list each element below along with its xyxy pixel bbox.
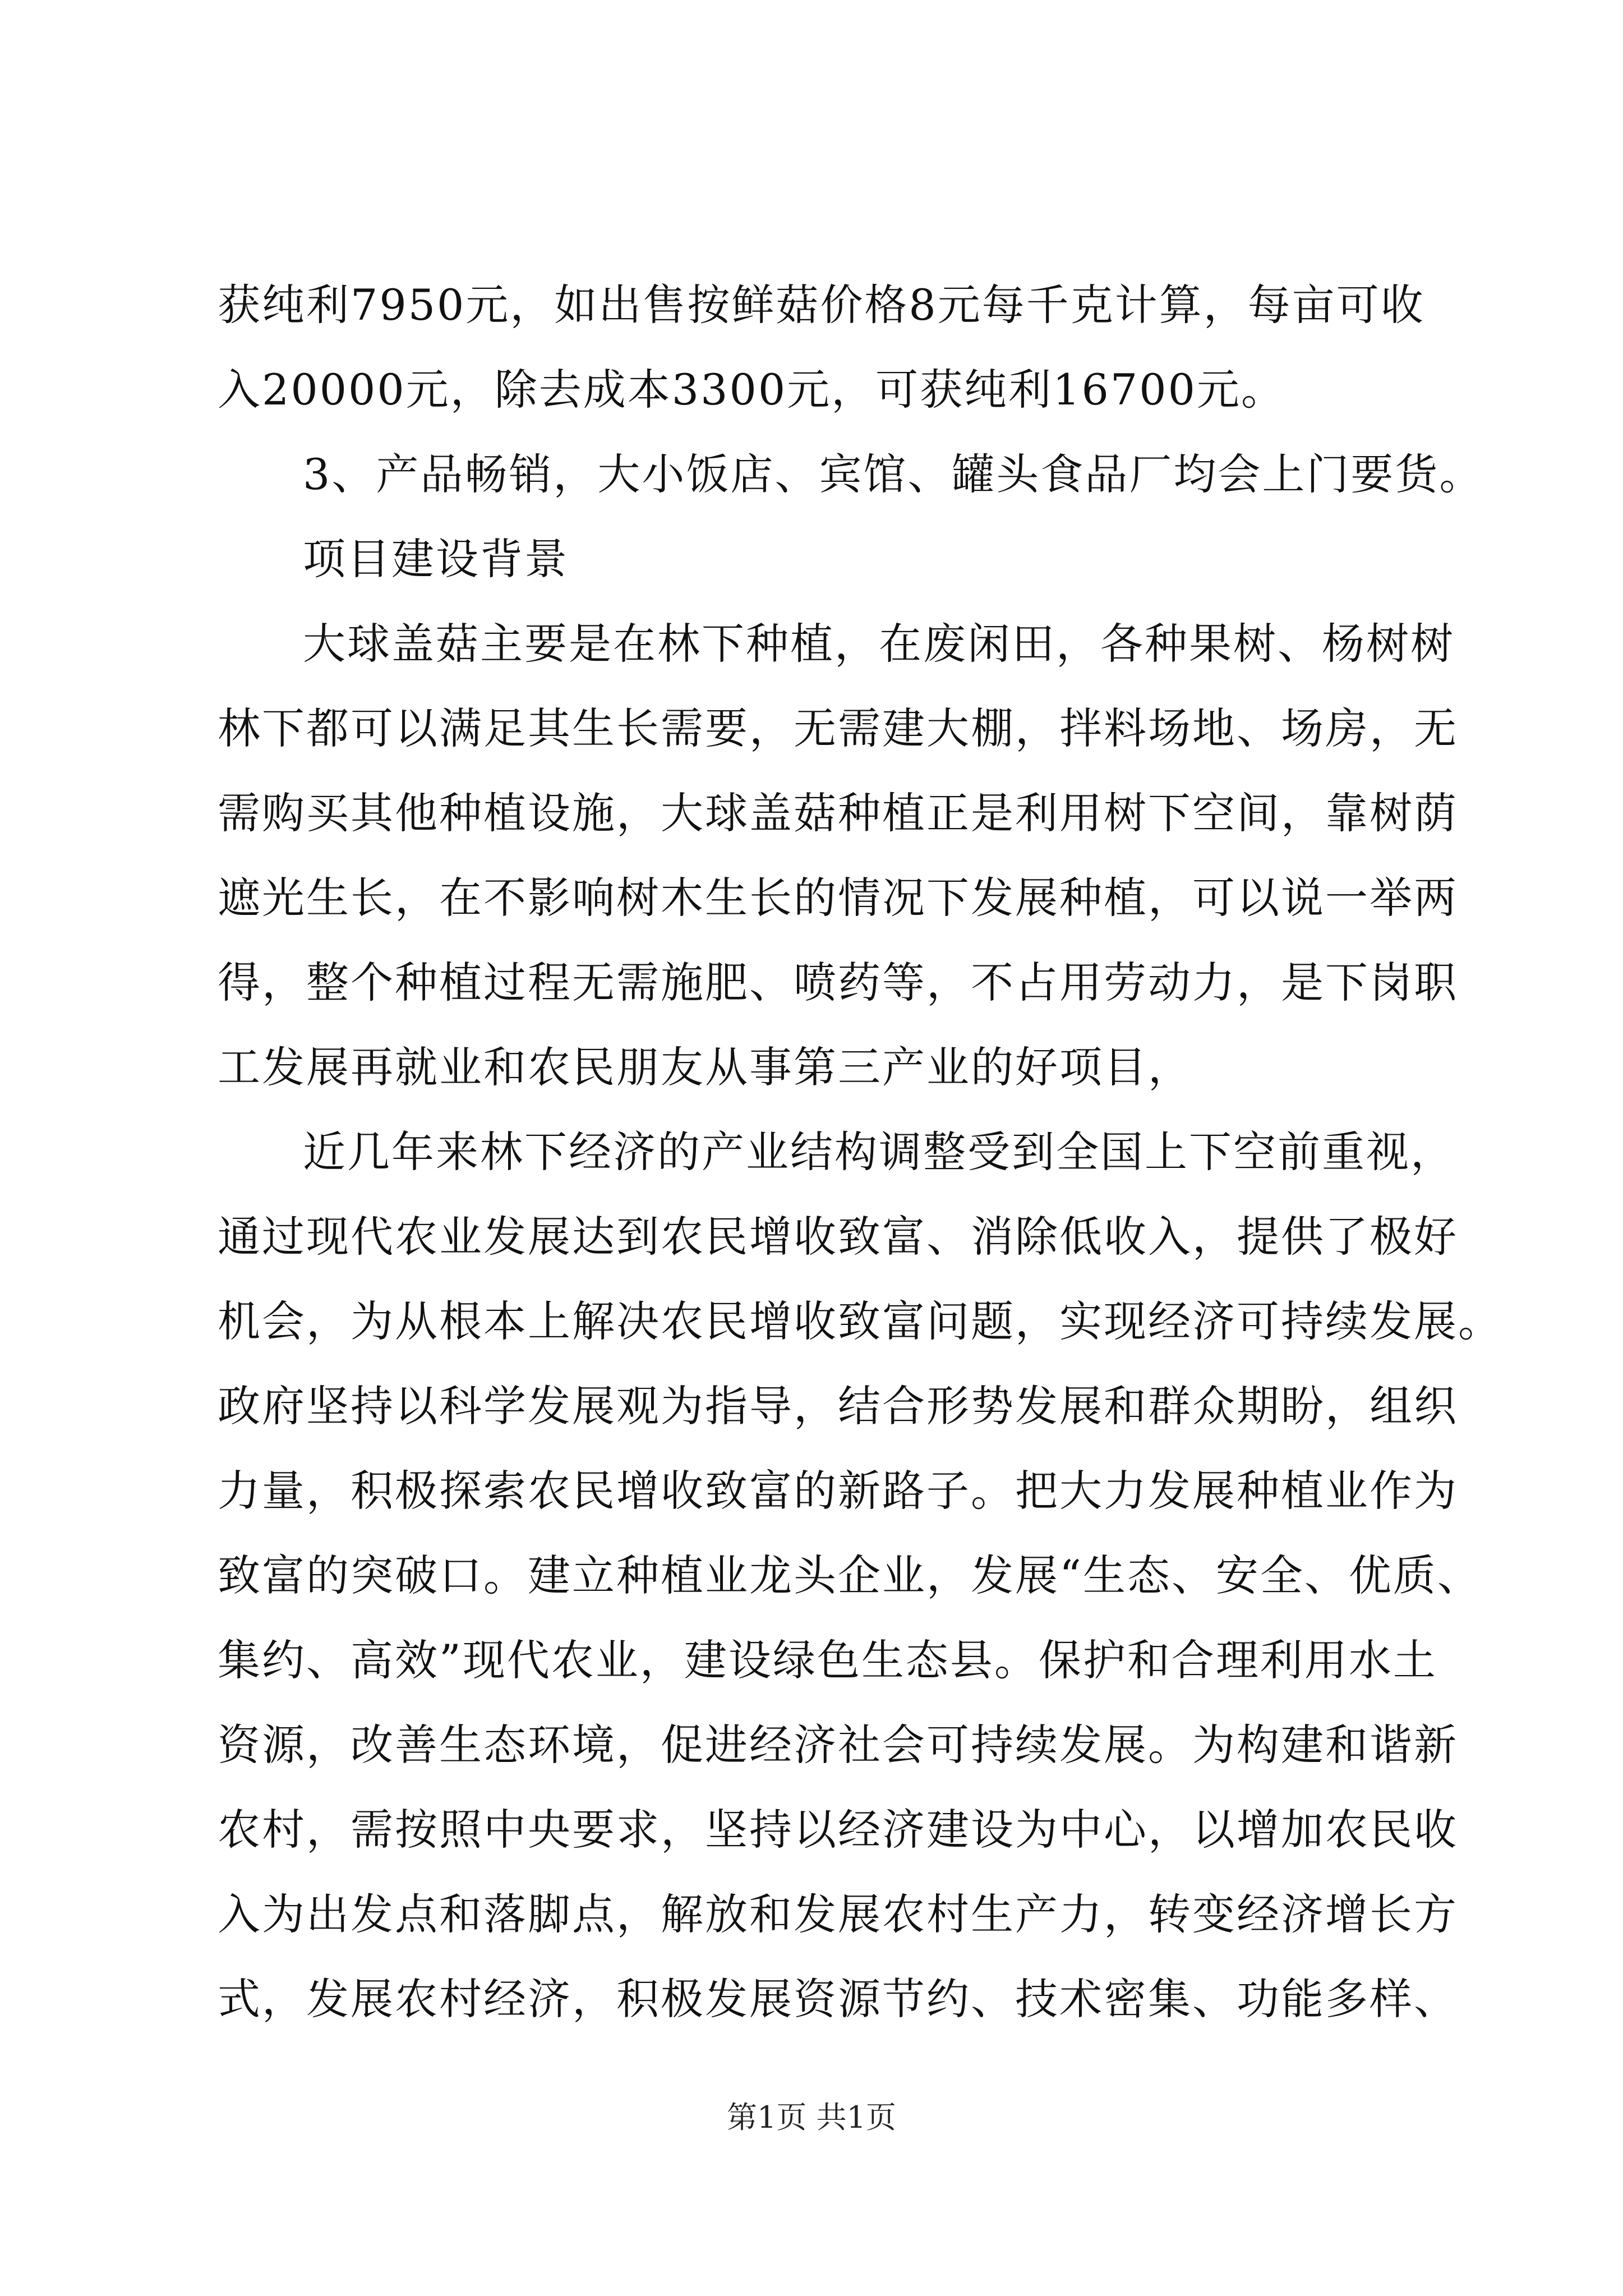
text-line: 需购买其他种植设施，大球盖菇种植正是利用树下空间，靠树荫 [218,788,1458,838]
text-line: 得，整个种植过程无需施肥、喷药等，不占用劳动力，是下岗职 [218,958,1458,1007]
document-body [218,263,1502,2041]
text-line: 大球盖菇主要是在林下种植，在废闲田，各种果树、杨树树 [303,619,1455,669]
list-item-3: 3、产品畅销，大小饭店、宾馆、罐头食品厂均会上门要货。 [303,449,1484,499]
text-line: 力量，积极探索农民增收致富的新路子。把大力发展种植业作为 [218,1466,1458,1516]
text-line: 获纯利7950元，如出售按鲜菇价格8元每千克计算，每亩可收 [218,280,1425,330]
text-line: 农村，需按照中央要求，坚持以经济建设为中心，以增加农民收 [218,1805,1458,1855]
text-line: 资源，改善生态环境，促进经济社会可持续发展。为构建和谐新 [218,1720,1458,1770]
section-heading: 项目建设背景 [303,534,569,584]
text-line: 致富的突破口。建立种植业龙头企业，发展“生态、安全、优质、 [218,1550,1482,1600]
text-line: 入20000元，除去成本3300元，可获纯利16700元。 [218,365,1285,415]
text-line: 近几年来林下经济的产业结构调整受到全国上下空前重视， [303,1127,1455,1177]
text-line: 政府坚持以科学发展观为指导，结合形势发展和群众期盼，组织 [218,1381,1458,1431]
text-line: 集约、高效”现代农业，建设绿色生态县。保护和合理利用水土 [218,1635,1437,1685]
text-line: 林下都可以满足其生长需要，无需建大棚，拌料场地、场房，无 [218,703,1458,753]
text-line: 机会，为从根本上解决农民增收致富问题，实现经济可持续发展。 [218,1296,1502,1346]
text-line: 通过现代农业发展达到农民增收致富、消除低收入，提供了极好 [218,1212,1458,1262]
page-number: 第1页 共1页 [727,2100,896,2135]
text-line: 工发展再就业和农民朋友从事第三产业的好项目， [218,1042,1192,1092]
text-line: 式，发展农村经济，积极发展资源节约、技术密集、功能多样、 [218,1974,1458,2024]
page-footer [0,2098,1623,2137]
text-line: 遮光生长，在不影响树木生长的情况下发展种植，可以说一举两 [218,873,1458,923]
text-line: 入为出发点和落脚点，解放和发展农村生产力，转变经济增长方 [218,1889,1458,1939]
